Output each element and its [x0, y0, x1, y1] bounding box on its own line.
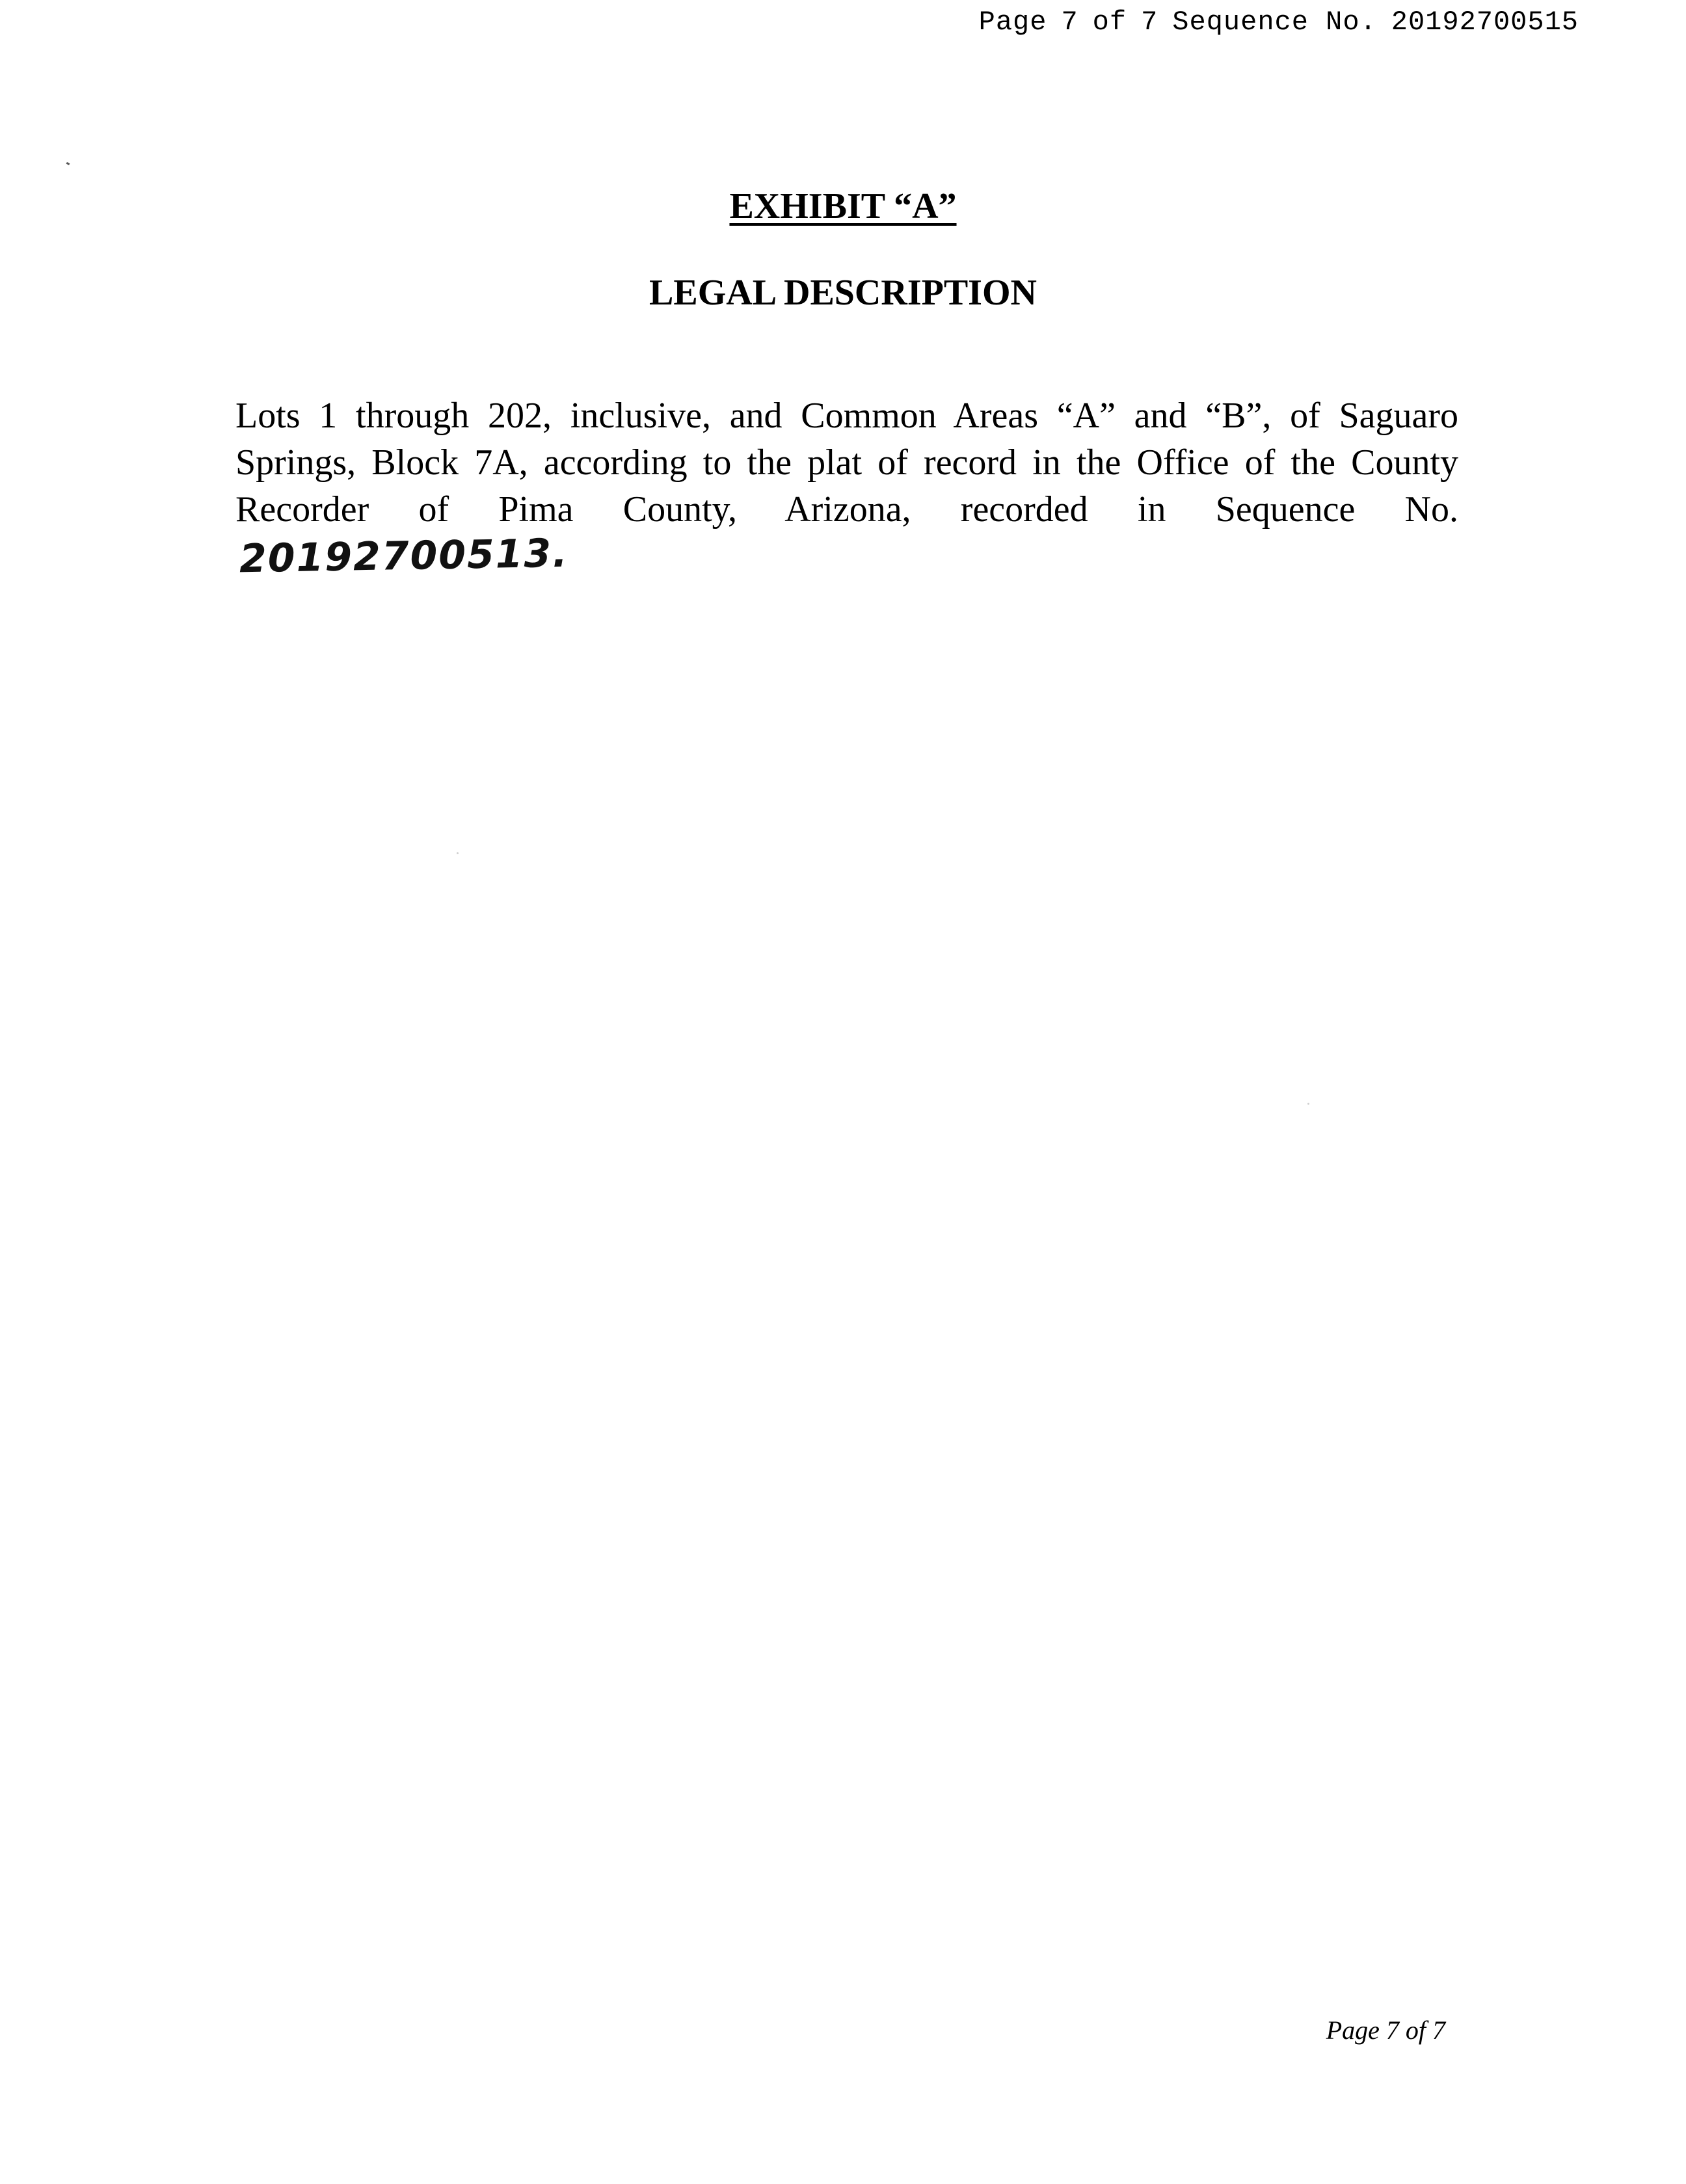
legal-description-paragraph: [235, 392, 1458, 581]
section-title: LEGAL DESCRIPTION: [649, 273, 1037, 313]
stamp-of-word: of: [1092, 7, 1127, 38]
footer-page-number: Page 7 of 7: [1326, 2015, 1445, 2045]
legal-description-text: Lots 1 through 202, inclusive, and Common Areas “A” and “B”, of Saguaro Springs, Block 7A, according to the plat of record in the Office of the County Recorder of Pima County, Arizona, recorded in Sequence No.: [235, 396, 1458, 530]
handwritten-sequence-number: 20192700513.: [239, 530, 569, 582]
scan-speck: [1307, 1103, 1309, 1105]
exhibit-title: EXHIBIT “A”: [729, 186, 957, 226]
scan-speck: [457, 852, 459, 854]
recording-stamp: [979, 7, 1579, 38]
stamp-sequence-label: Sequence No.: [1172, 7, 1377, 38]
stamp-page-word: Page: [978, 7, 1047, 38]
stamp-sequence-number: 20192700515: [1391, 7, 1579, 38]
stamp-page-number: 7: [1061, 7, 1078, 38]
scan-mark: [66, 162, 70, 165]
stamp-page-total: 7: [1141, 7, 1158, 38]
